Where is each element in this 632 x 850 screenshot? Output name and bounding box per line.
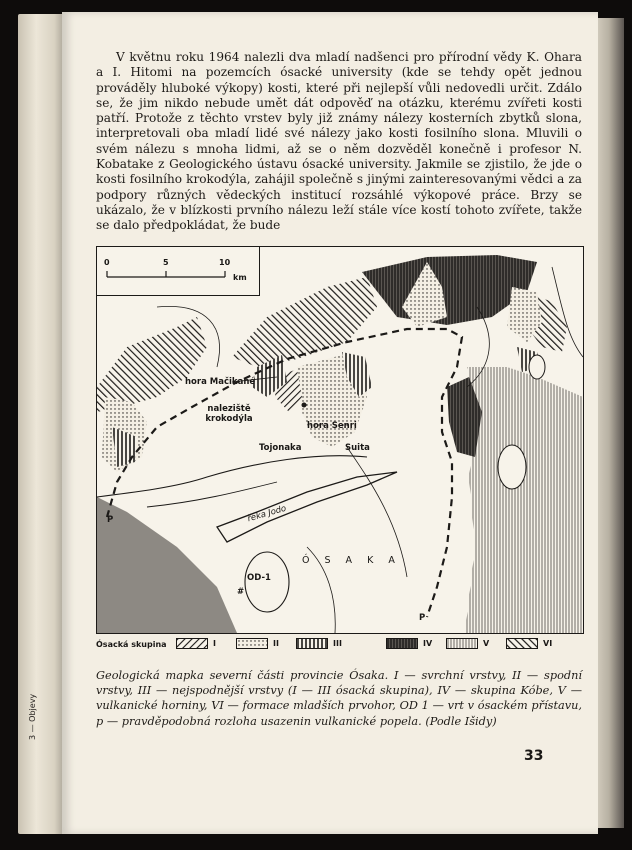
label-mountain-senri: hora Senri: [307, 421, 357, 431]
legend-label-ii: II: [273, 638, 279, 648]
spine-text: 3 — Objevy: [28, 693, 37, 740]
scale-tick-5: 5: [163, 258, 169, 267]
legend-swatch-v: [446, 638, 478, 649]
label-p-right: P: [419, 613, 426, 623]
legend-item-v: [446, 637, 489, 649]
legend-label-v: V: [483, 638, 490, 648]
legend-label-iv: IV: [423, 638, 433, 648]
body-text: [96, 50, 582, 234]
legend-label-iii: III: [333, 638, 342, 648]
figure-caption: Geologická mapka severní části provincie Ósaka. I — svrchní vrstvy, II — spodní vrstvy, III — nejspodnější vrstvy (I — III ósacká skupina), IV — skupina Kóbe, V — vulkanické horniny, VI — formace mladších prvohor, OD 1 — vrt v ósackém přístavu, p — pravděpodobná rozloha usazenin vulkanické popela. (Podle Išidy): [96, 669, 582, 728]
legend-swatch-iii: [296, 638, 328, 649]
book-page: [62, 12, 598, 834]
body-paragraph: V květnu roku 1964 nalezli dva mladí nadšenci pro přírodní vědy K. Ohara a I. Hitomi na pozemcích ósacké university (kde se tehdy opět jednou prováděly hluboké výkopy) kosti, které při nejlepší vůli nedovedli určit. Zdálo se, že jim nikdo nebude umět dát odpověď na otázku, kterému zvířeti kosti patří. Protože z těchto vrstev byly již známy nálezy kosterních zbytků slona, interpretovali oba mladí lidé své nálezy jako kosti fosilního slona. Mluvili o svém nálezu s mnoha lidmi, až se o něm dozvěděl konečně i profesor N. Kobatake z Geologického ústavu ósacké university. Jakmile se zjistilo, že jde o kosti fosilního krokodýla, zahájil společně s jinými zainteresovanými vědci a za podpory různých vědeckých institucí rozsáhlé výkopové práce. Brzy se ukázalo, že v blízkosti prvního nálezu leží stále více kostí tohoto zvířete, takže se dalo předpokládat, že bude: [96, 50, 582, 233]
book-right-edge: [594, 18, 624, 828]
label-osaka: Ó S A K A: [302, 555, 401, 566]
scale-tick-0: 0: [104, 258, 110, 267]
legend-item-iii: [296, 637, 342, 649]
label-drill-hash: #: [237, 587, 245, 597]
label-suita: Suita: [345, 443, 370, 453]
map-legend: [96, 636, 582, 652]
geological-map: [96, 246, 584, 634]
scale-unit: km: [233, 273, 247, 282]
label-mountain-machikane: hora Mačikané: [185, 377, 256, 387]
scale-tick-10: 10: [219, 258, 231, 267]
page-number: 33: [524, 748, 544, 764]
legend-swatch-iv: [386, 638, 418, 649]
label-toyonaka: Tojonaka: [259, 443, 302, 453]
legend-swatch-vi: [506, 638, 538, 649]
legend-item-vi: [506, 637, 552, 649]
label-river-yodo: řeka Jodo: [246, 503, 288, 525]
legend-swatch-i: [176, 638, 208, 649]
legend-item-ii: [236, 637, 279, 649]
legend-label-vi: VI: [543, 638, 553, 648]
legend-item-i: [176, 637, 216, 649]
legend-label-i: I: [213, 638, 216, 648]
legend-swatch-ii: [236, 638, 268, 649]
map-graphic: [97, 247, 583, 633]
label-crocodile-site: naleziště krokodýla: [205, 404, 253, 424]
legend-title: Ósacká skupina: [96, 640, 167, 649]
map-scale: [97, 247, 260, 296]
legend-item-iv: [386, 637, 432, 649]
label-p-left: P: [107, 515, 114, 525]
label-drill-od1: OD-1: [247, 573, 271, 583]
